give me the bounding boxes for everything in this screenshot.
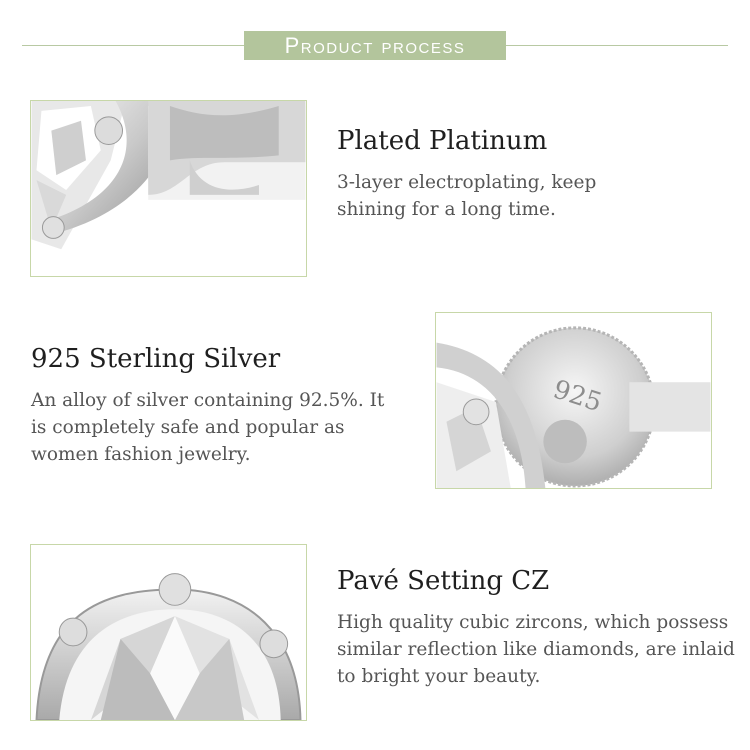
pave-setting-photo [30, 544, 307, 721]
feature-sterling-silver [31, 344, 391, 468]
plated-platinum-photo [30, 100, 307, 277]
header-divider-right [506, 45, 728, 46]
feature-plated-platinum [337, 126, 667, 223]
sterling-silver-photo [435, 312, 712, 489]
earring-back-925-stamp-icon [436, 313, 711, 488]
stamp-925: 925 [549, 374, 606, 419]
earring-prong-closeup-icon [31, 101, 306, 276]
header-divider-left [22, 45, 244, 46]
feature-description: High quality cubic zircons, which possess similar reflection like diamonds, are inlaid to bright your beauty. [337, 612, 735, 688]
feature-title: Pavé Setting CZ [337, 566, 550, 596]
feature-title: Plated Platinum [337, 126, 548, 156]
section-title: Product process [244, 31, 506, 60]
feature-pave-setting [337, 566, 737, 690]
feature-description: An alloy of silver containing 92.5%. It is completely safe and popular as women fashion jewelry. [31, 390, 385, 466]
feature-title: 925 Sterling Silver [31, 344, 281, 374]
cz-stone-setting-icon [31, 545, 306, 720]
feature-description: 3-layer electroplating, keep shining for a long time. [337, 172, 597, 221]
